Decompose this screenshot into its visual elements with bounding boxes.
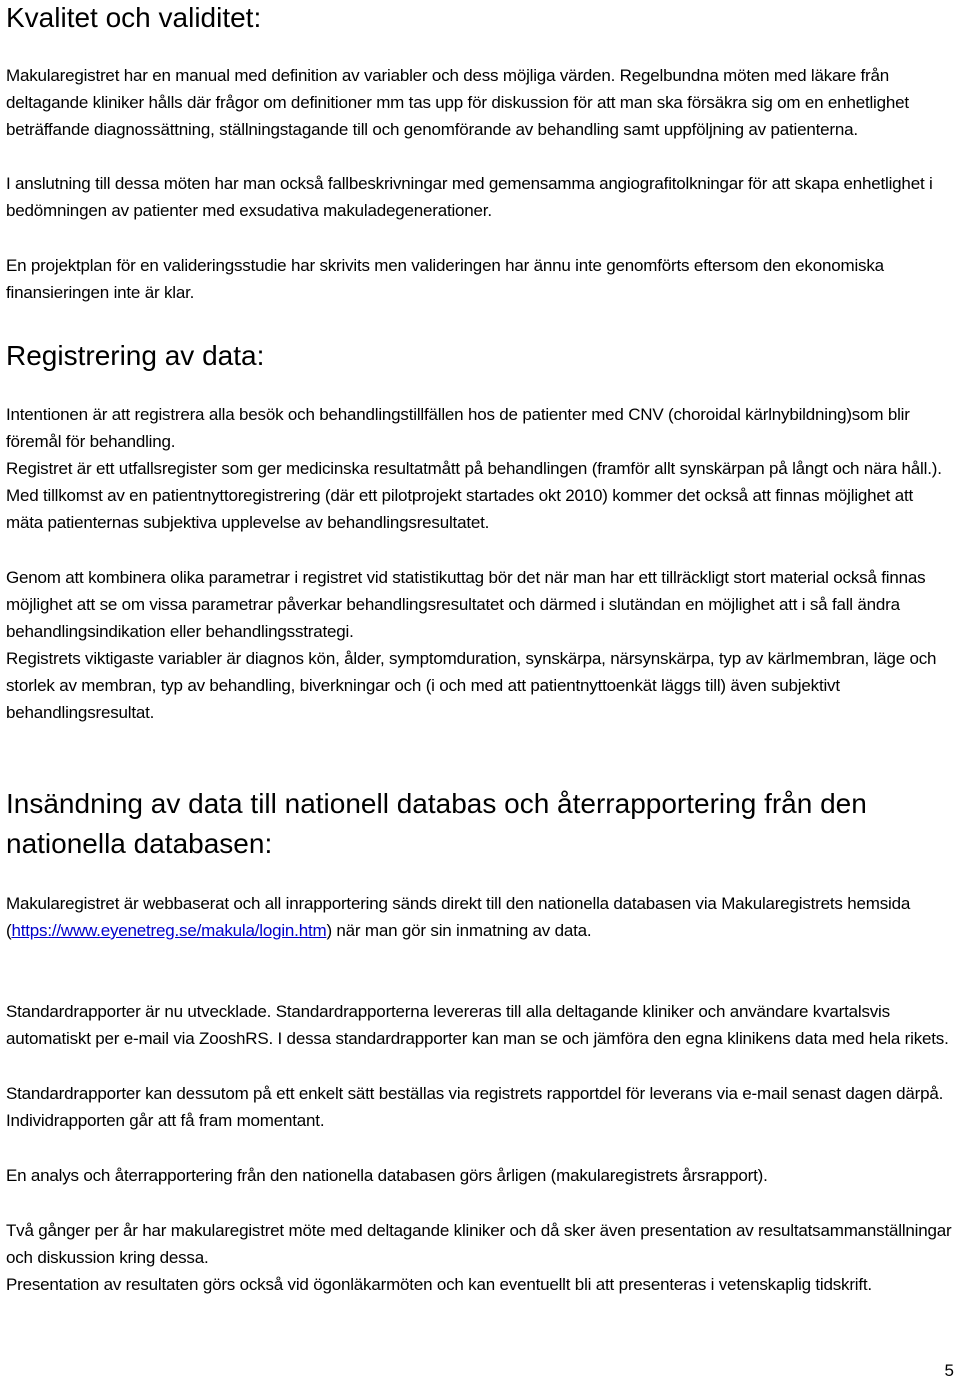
paragraph-manual: Makularegistret har en manual med definition av variabler och dess möjliga värden. Regelbundna möten med läkare från deltagande kliniker hålls där frågor om definitioner mm tas upp för diskussion för att man ska försäkra sig om en enhetlighet beträffande diagnossättning, ställningstagande till och genomförande av behandling samt uppföljning av patienterna.: [6, 66, 909, 139]
paragraph-outcome-register: Registret är ett utfallsregister som ger medicinska resultatmått på behandlingen (framför allt synskärpan på långt och nära håll.). Med tillkomst av en patientnyttoregistrering (där ett pilotprojekt startades okt 2010) kommer det också att finnas möjlighet att mäta patienternas subjektiva upplevelse av behandlingsresultatet.: [6, 459, 942, 532]
section-heading-quality: Kvalitet och validitet:: [6, 2, 262, 33]
paragraph-case-descriptions: I anslutning till dessa möten har man också fallbeskrivningar med gemensamma angiografitolkningar för att skapa enhetlighet i bedömningen av patienter med exsudativa makuladegenerationer.: [6, 174, 933, 220]
paragraph-meetings: Två gånger per år har makularegistret möte med deltagande kliniker och då sker även presentation av resultatsammanställningar och diskussion kring dessa.: [6, 1221, 952, 1267]
page-number: 5: [944, 1361, 954, 1380]
paragraph-presentation: Presentation av resultaten görs också vid ögonläkarmöten och kan eventuellt bli att presenteras i vetenskaplig tidskrift.: [6, 1275, 872, 1294]
registry-login-link[interactable]: https://www.eyenetreg.se/makula/login.htm: [11, 921, 327, 940]
section-heading-registration: Registrering av data:: [6, 340, 265, 371]
paragraph-intention: Intentionen är att registrera alla besök och behandlingstillfällen hos de patienter med CNV (choroidal kärlnybildning)som blir föremål för behandling.: [6, 405, 910, 451]
paragraph-validation-study: En projektplan för en valideringsstudie har skrivits men valideringen har ännu inte genomförts eftersom den ekonomiska finansieringen inte är klar.: [6, 256, 884, 302]
paragraph-variables: Registrets viktigaste variabler är diagnos kön, ålder, symptomduration, synskärpa, närsynskärpa, typ av kärlmembran, läge och storlek av membran, typ av behandling, biverkningar och (i och med att patientnyttoenkät läggs till) även subjektivt behandlingsresultat.: [6, 649, 937, 722]
paragraph-parameters: Genom att kombinera olika parametrar i registret vid statistikuttag bör det när man har ett tillräckligt stort material också finnas möjlighet att se om vissa parametrar påverkar behandlingsresultatet och därmed i slutändan en möjlighet att i så fall ändra behandlingsindikation eller behandlingsstrategi.: [6, 568, 926, 641]
paragraph-standard-reports: Standardrapporter är nu utvecklade. Standardrapporterna levereras till alla deltagande kliniker och användare kvartalsvis automatiskt per e-mail via ZooshRS. I dessa standardrapporter kan man se och jämföra den egna klinikens data med hela rikets.: [6, 1002, 949, 1048]
paragraph-web-based-text-end: ) när man gör sin inmatning av data.: [326, 921, 592, 940]
paragraph-annual-analysis: En analys och återrapportering från den nationella databasen görs årligen (makularegistrets årsrapport).: [6, 1166, 768, 1185]
paragraph-web-based-text-start: Makularegistret är webbaserat och all inrapportering sänds direkt till den nationella databasen via Makularegistrets hemsida (: [6, 894, 911, 940]
paragraph-web-based: [6, 890, 954, 944]
section-heading-submission: Insändning av data till nationell databas och återrapportering från den nationella databasen:: [6, 788, 867, 859]
paragraph-order-reports: Standardrapporter kan dessutom på ett enkelt sätt beställas via registrets rapportdel för leverans via e-mail senast dagen därpå. Individrapporten går att få fram momentant.: [6, 1084, 944, 1130]
